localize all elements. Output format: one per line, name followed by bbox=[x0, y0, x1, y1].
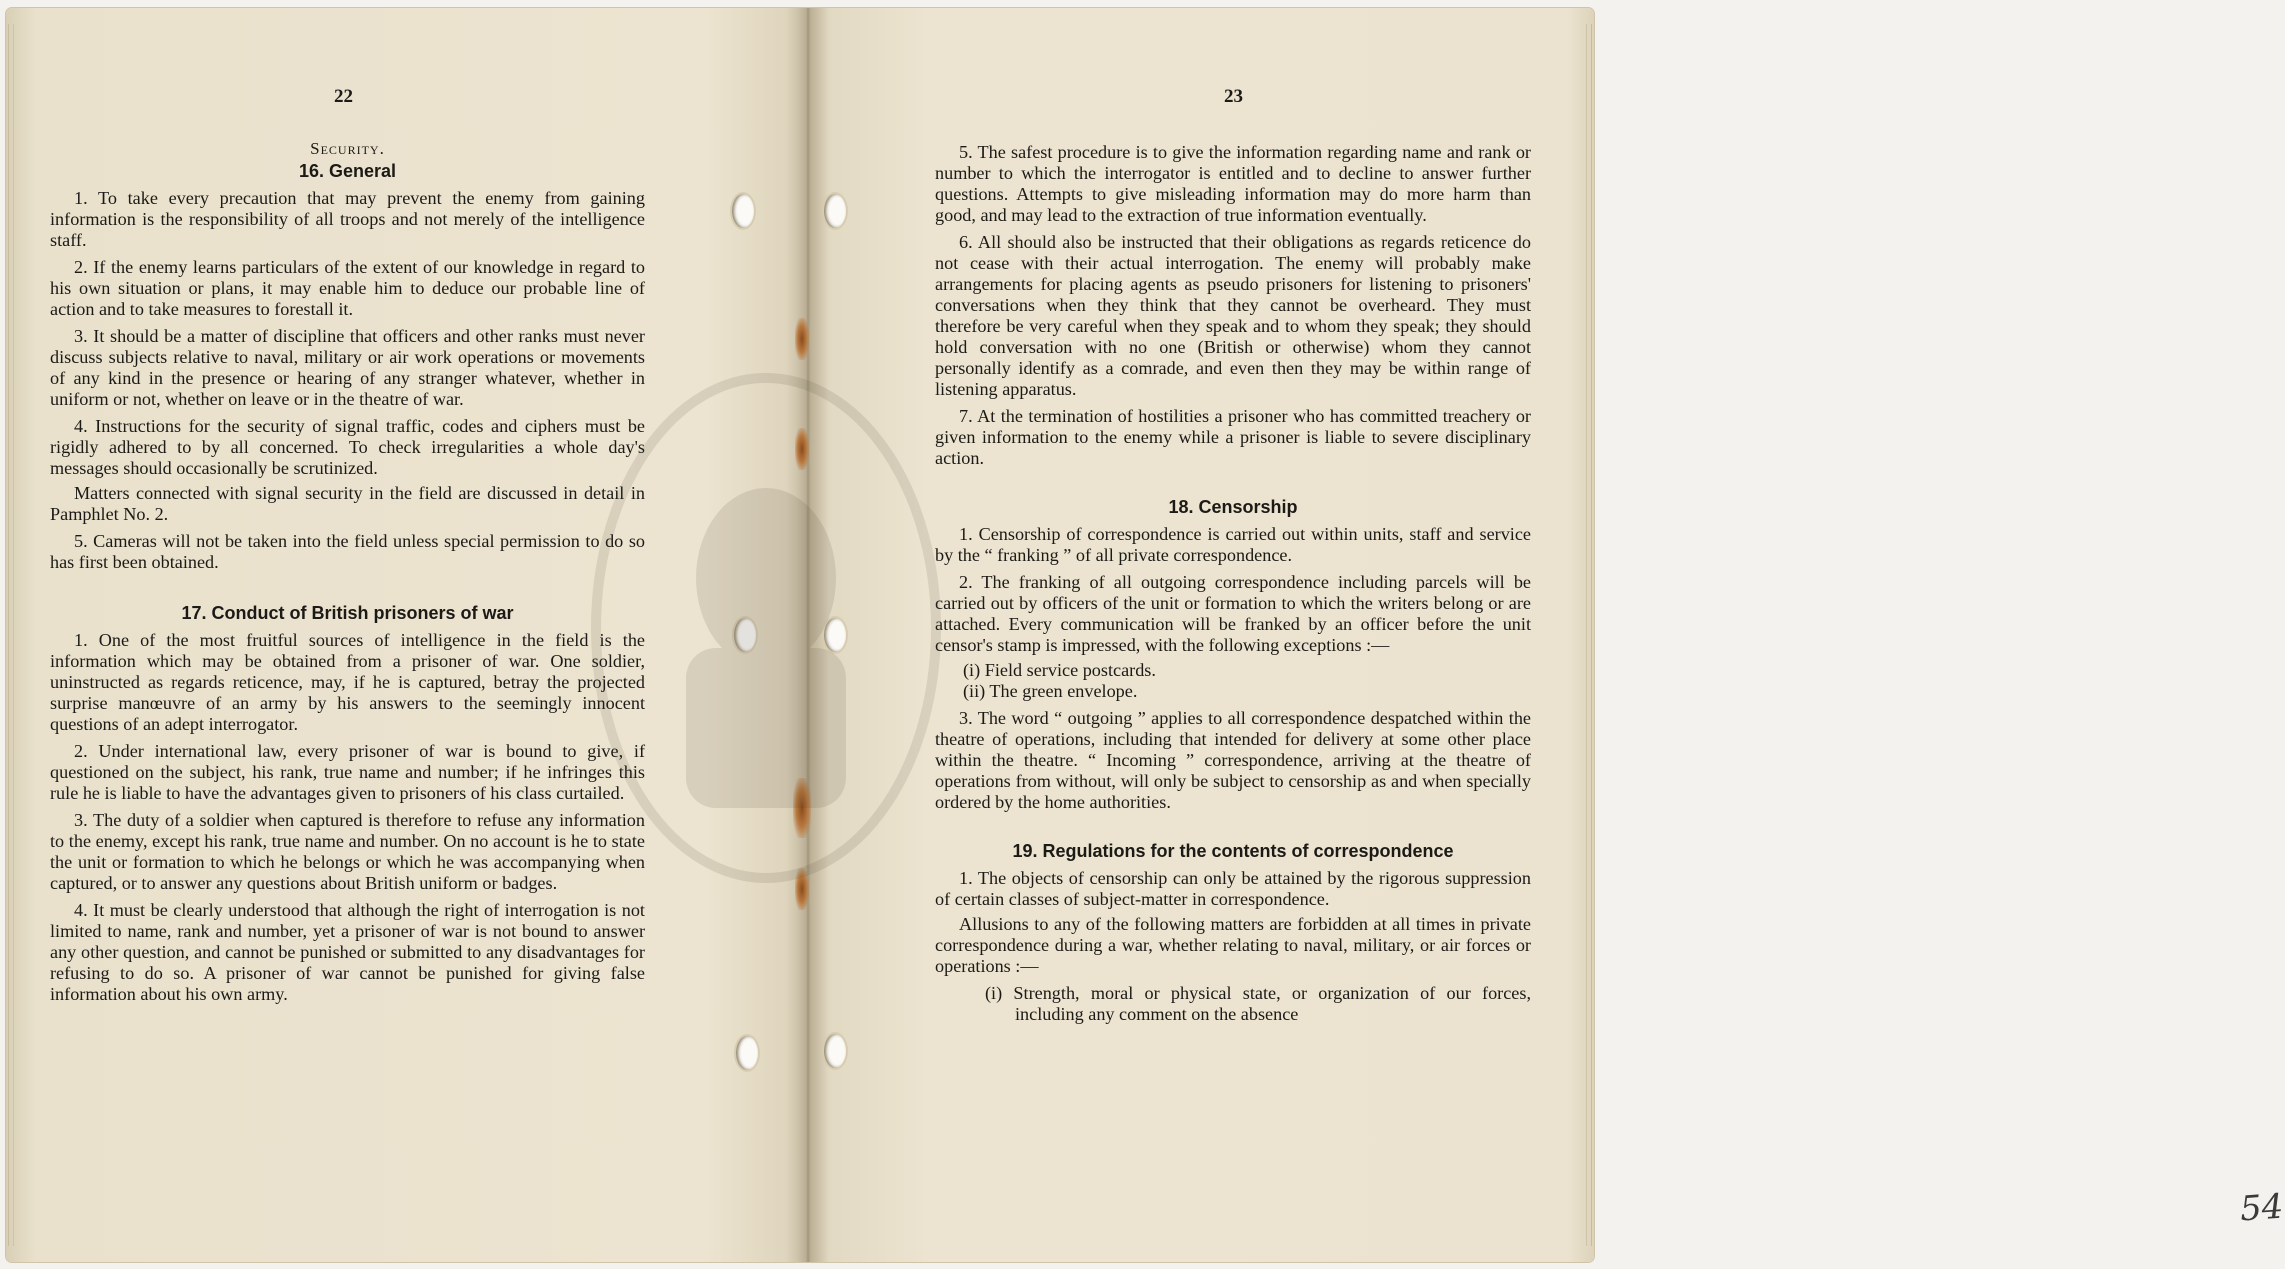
section-label: Security. bbox=[310, 139, 385, 158]
paragraph: 4. It must be clearly understood that although the right of interrogation is not limited to name, rank and number, yet a prisoner of war is not bound to answer any other question, and cannot be punished or submitted to any disadvantages for refusing to do so. A prisoner of war cannot be punished for giving false information about his own army. bbox=[50, 900, 645, 1004]
paragraph: 6. All should also be instructed that their obligations as regards reticence do not cease with their actual interrogation. The enemy will probably make arrangements for placing agents as pseudo prisoners for listening to prisoners' conversations when they think that they cannot be overheard. They must therefore be very careful when they speak and to whom they speak; they should hold conversation with no one (British or otherwise) whom they cannot personally identify as a comrade, and even then they may be within range of listening apparatus. bbox=[935, 232, 1531, 399]
open-booklet bbox=[6, 8, 2285, 1262]
paragraph: Matters connected with signal security in the field are discussed in detail in Pamphlet No. 2. bbox=[50, 483, 645, 524]
punch-hole bbox=[824, 618, 846, 652]
paragraph: 4. Instructions for the security of signal traffic, codes and ciphers must be rigidly adhered to by all concerned. To check irregularities a whole day's messages should occasionally be scrutinized. bbox=[50, 416, 645, 478]
list-item: (i) Field service postcards. bbox=[963, 660, 1156, 680]
paragraph: Allusions to any of the following matters are forbidden at all times in private correspondence during a war, whether relating to naval, military, or air forces or operations :— bbox=[935, 914, 1531, 976]
paragraph: 7. At the termination of hostilities a prisoner who has committed treachery or given information to the enemy while a prisoner is liable to severe disciplinary action. bbox=[935, 406, 1531, 468]
punch-hole bbox=[734, 618, 756, 652]
page-edge bbox=[8, 24, 14, 1246]
paragraph: 1. To take every precaution that may prevent the enemy from gaining information is the responsibility of all troops and not merely of the intelligence staff. bbox=[50, 188, 645, 250]
heading-regulations: 19. Regulations for the contents of correspondence bbox=[1012, 841, 1454, 861]
paragraph: 5. Cameras will not be taken into the field unless special permission to do so has first been obtained. bbox=[50, 531, 645, 572]
punch-hole bbox=[824, 194, 846, 228]
paragraph: 1. The objects of censorship can only be attained by the rigorous suppression of certain classes of subject-matter in correspondence. bbox=[935, 868, 1531, 909]
paragraph: 3. The duty of a soldier when captured is therefore to refuse any information to the enemy, except his rank, true name and number. On no account is he to state the unit or formation to which he belongs or which he was accompanying when captured, or to answer any questions about British uniform or badges. bbox=[50, 810, 645, 893]
page-number: 22 bbox=[334, 86, 353, 107]
punch-hole bbox=[732, 194, 754, 228]
heading-censorship: 18. Censorship bbox=[1168, 497, 1298, 517]
handwritten-page-number: 54 bbox=[2238, 1186, 2285, 1230]
staple-rust-mark bbox=[795, 428, 809, 470]
list-item: (i) Strength, moral or physical state, or organization of our forces, including any comment on the absence bbox=[985, 983, 1531, 1024]
staple-rust-mark bbox=[795, 318, 809, 360]
paragraph: 3. It should be a matter of discipline that officers and other ranks must never discuss subjects relative to naval, military or air work operations or movements of any kind in the presence or hearing of any stranger whatever, whether in uniform or not, whether on leave or in the theatre of war. bbox=[50, 326, 645, 409]
left-page bbox=[6, 8, 808, 1262]
heading-general: 16. General bbox=[298, 161, 397, 181]
paragraph: 5. The safest procedure is to give the information regarding name and rank or number to which the interrogator is entitled and to decline to answer further questions. Attempts to give misleading information may do more harm than good, and may lead to the extraction of true information eventually. bbox=[935, 142, 1531, 225]
paragraph: 3. The word “ outgoing ” applies to all correspondence despatched within the theatre of operations, including that intended for delivery at some other place within the theatre. “ Incoming ” correspondence, arriving at the theatre of operations from without, will only be subject to censorship as and when specially ordered by the home authorities. bbox=[935, 708, 1531, 812]
staple-rust-mark bbox=[793, 778, 811, 838]
paragraph: 1. One of the most fruitful sources of intelligence in the field is the information which may be obtained from a prisoner of war. One soldier, uninstructed as regards reticence, may, if he is captured, betray the projected surprise manœuvre of an army by his answers to the seemingly innocent questions of an adept interrogator. bbox=[50, 630, 645, 734]
paragraph: 1. Censorship of correspondence is carried out within units, staff and service by the “ franking ” of all private correspondence. bbox=[935, 524, 1531, 565]
punch-hole bbox=[736, 1036, 758, 1070]
page-number: 23 bbox=[1224, 86, 1243, 107]
paragraph: 2. Under international law, every prisoner of war is bound to give, if questioned on the subject, his rank, true name and number; if he infringes this rule he is liable to have the advantages given to prisoners of his class curtailed. bbox=[50, 741, 645, 803]
paragraph: 2. The franking of all outgoing correspondence including parcels will be carried out by officers of the unit or formation to which the writers belong or are attached. Every communication will be franked by an officer before the unit censor's stamp is impressed, with the following exceptions :— bbox=[935, 572, 1531, 655]
punch-hole bbox=[824, 1034, 846, 1068]
heading-prisoners-of-war: 17. Conduct of British prisoners of war bbox=[181, 603, 514, 623]
left-text-column bbox=[50, 138, 645, 1011]
list-item: (ii) The green envelope. bbox=[963, 681, 1138, 701]
page-edge bbox=[1586, 24, 1592, 1246]
right-page bbox=[808, 8, 2285, 1262]
paragraph: 2. If the enemy learns particulars of the extent of our knowledge in regard to his own situation or plans, it may enable him to deduce our probable line of action and to take measures to forestall it. bbox=[50, 257, 645, 319]
right-text-column bbox=[935, 142, 1531, 1025]
staple-rust-mark bbox=[795, 868, 809, 910]
